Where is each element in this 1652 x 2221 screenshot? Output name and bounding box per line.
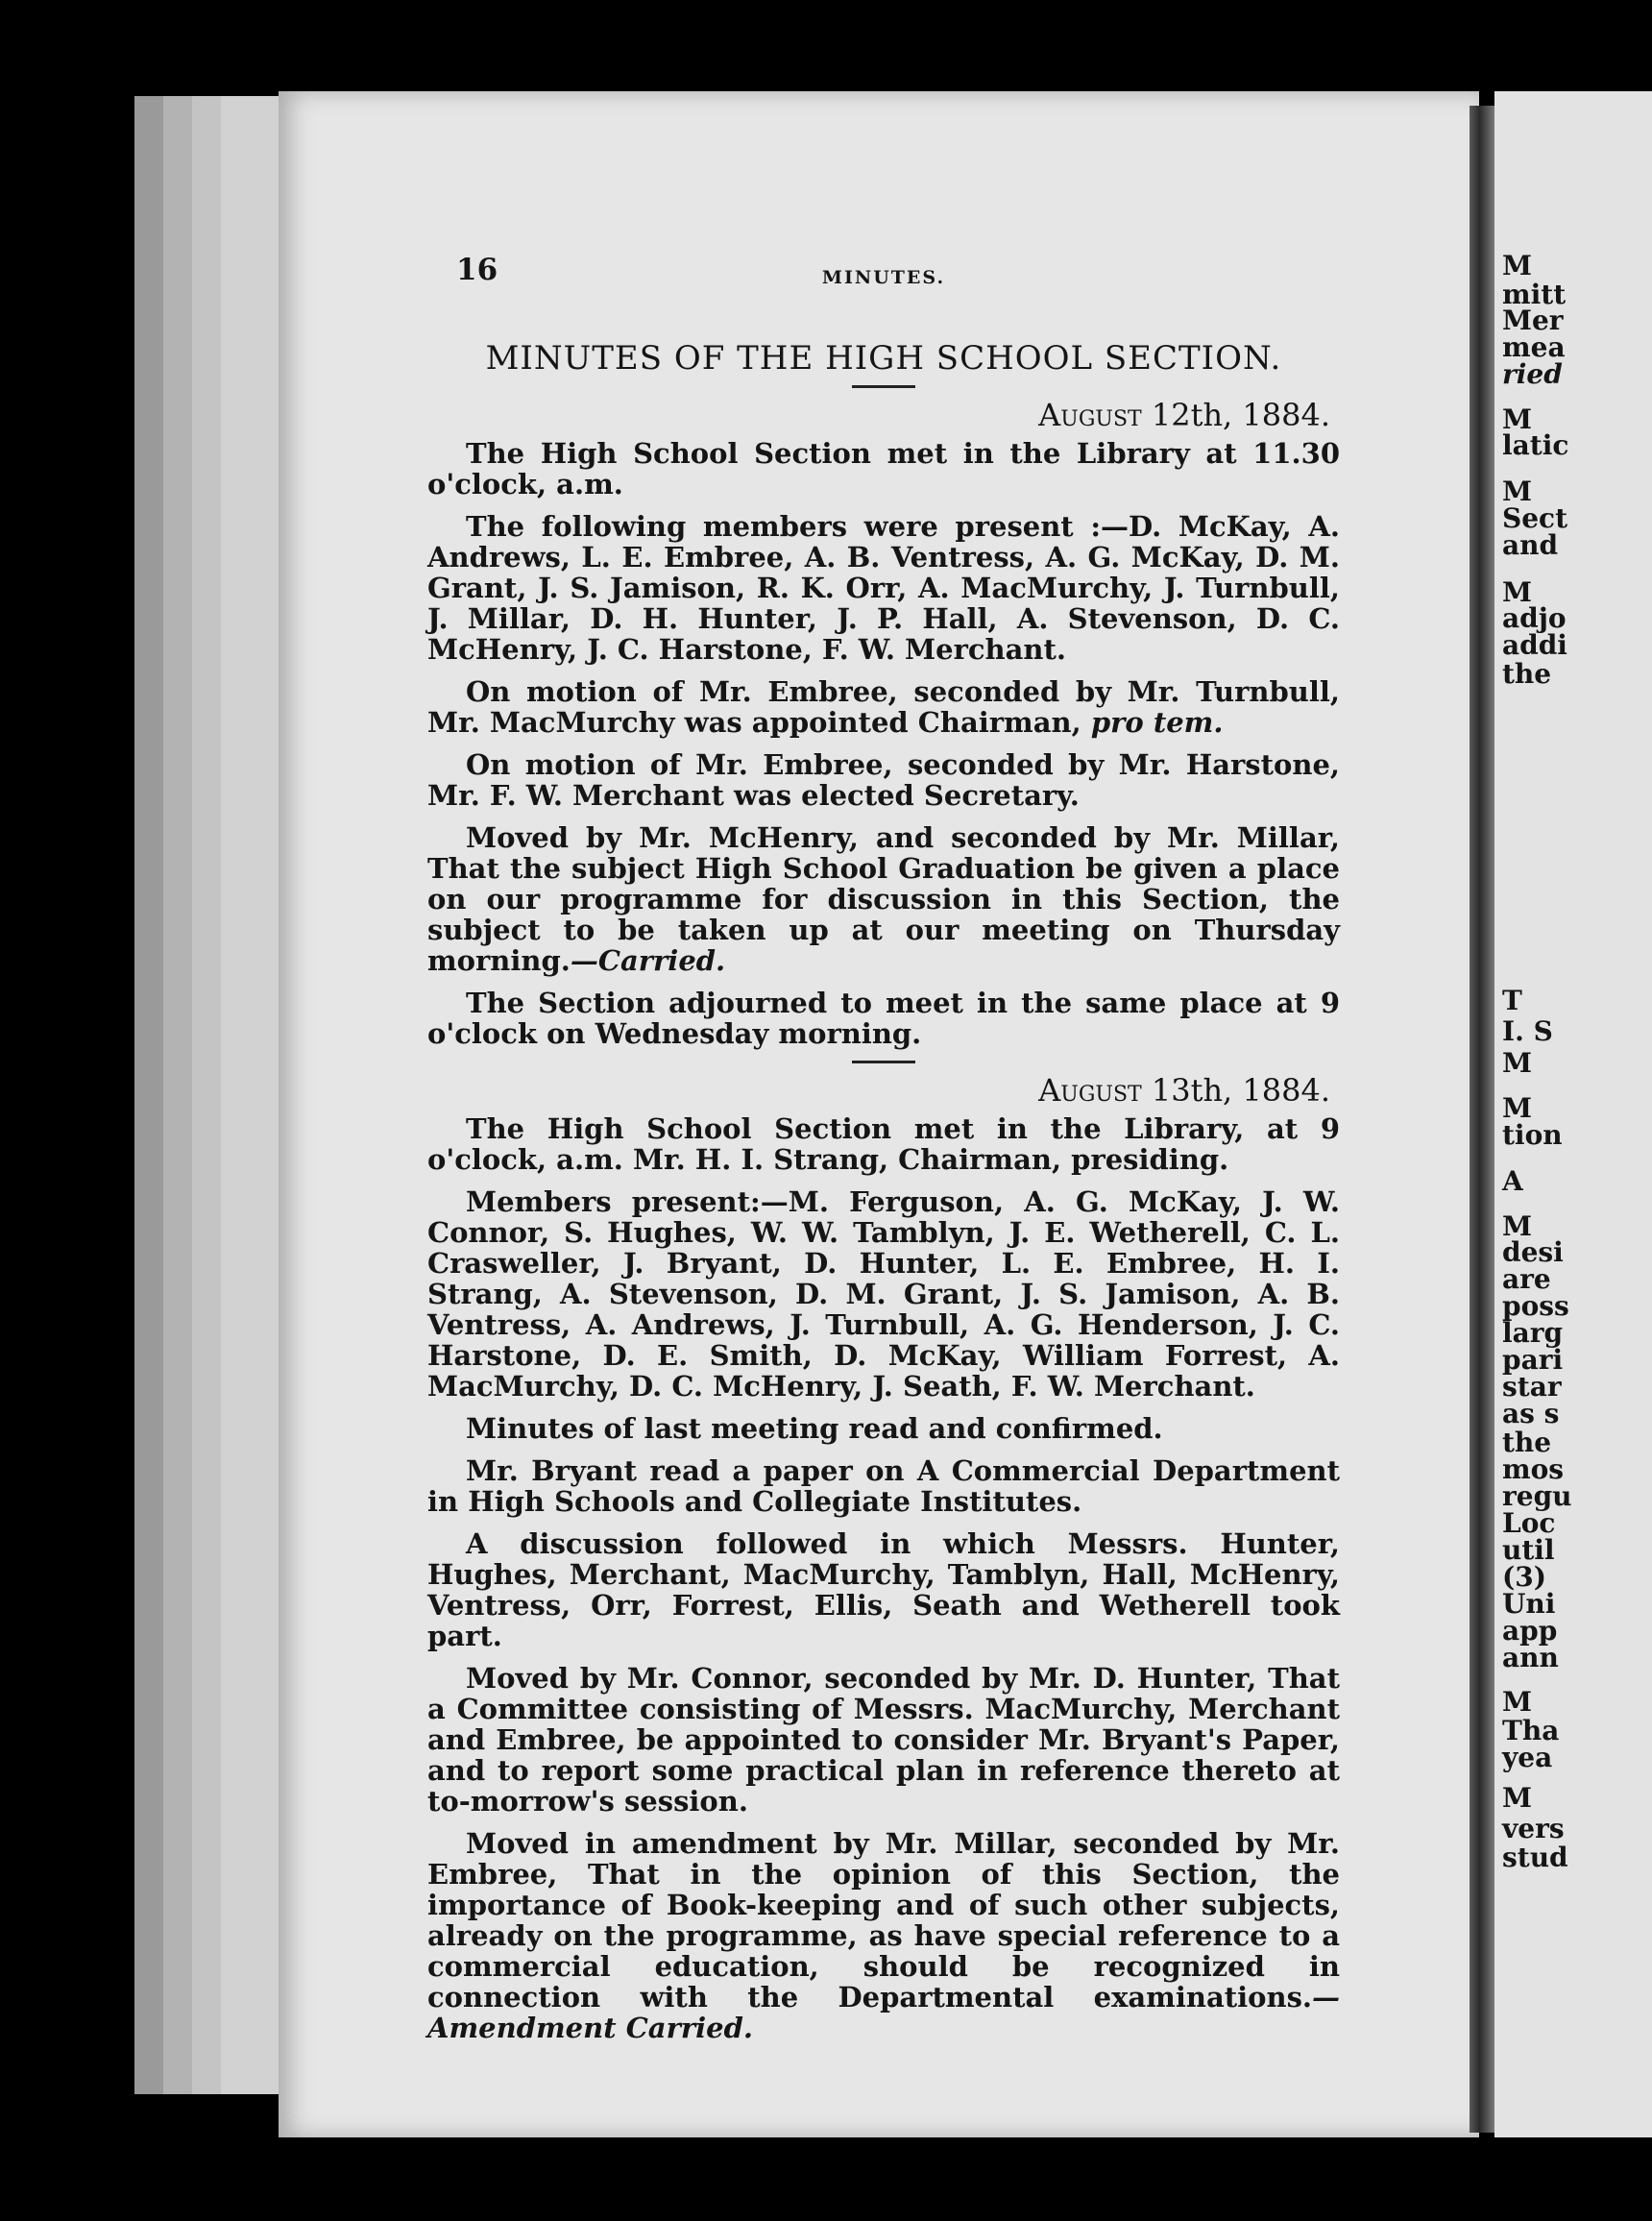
session-divider [852, 1061, 915, 1063]
next-page-fragment: the [1502, 658, 1552, 690]
section-title: MINUTES OF THE HIGH SCHOOL SECTION. [485, 339, 1282, 378]
next-page-fragment: vers [1502, 1813, 1565, 1844]
running-head [427, 255, 1340, 301]
paragraph-text: Moved in amendment by Mr. Millar, seconded by Mr. Embree, That in the opinion of this Section, the importance of Book-keeping and of such other subjects, already on the programme, as have special reference to a commercial education, should be recognized in connection with the Departmental examinations. [427, 1827, 1340, 2014]
next-page-fragment: addi [1502, 629, 1567, 661]
running-title: MINUTES. [821, 267, 946, 288]
next-page-fragment: M [1502, 1686, 1532, 1718]
page-edge [221, 96, 280, 2094]
paragraph: The High School Section met in the Library, at 9 o'clock, a.m. Mr. H. I. Strang, Chairman, presiding. [427, 1112, 1340, 1176]
next-page-fragment: app [1502, 1615, 1558, 1647]
next-page-fragment: pari [1502, 1344, 1564, 1376]
paragraph: The Section adjourned to meet in the same place at 9 o'clock on Wednesday morning. [427, 987, 1340, 1050]
next-page-fragment: desi [1502, 1236, 1564, 1268]
carried-note: —Carried. [570, 944, 726, 977]
next-page-fragment: star [1502, 1371, 1562, 1403]
paragraph: A discussion followed in which Messrs. Hunter, Hughes, Merchant, MacMurchy, Tamblyn, Hall, McHenry, Ventress, Orr, Forrest, Ellis, Seath and Wetherell took part. [427, 1527, 1340, 1652]
next-page-fragment: M [1502, 403, 1532, 435]
next-page-fragment: Loc [1502, 1507, 1556, 1539]
next-page-fragment: are [1502, 1263, 1551, 1295]
paragraph [427, 822, 1340, 976]
paragraph: Minutes of last meeting read and confirmed. [466, 1412, 1163, 1445]
next-page-fragment: as s [1502, 1398, 1560, 1429]
paragraph: Mr. Bryant read a paper on A Commercial Department in High Schools and Collegiate Institutes. [427, 1454, 1340, 1518]
pro-tem: pro tem. [1090, 706, 1224, 739]
next-page-fragment: A [1502, 1165, 1523, 1197]
book-gutter [1470, 106, 1494, 2133]
session-date-2 [427, 1072, 1330, 1109]
next-page-fragment: mea [1502, 331, 1566, 363]
date-month: August [1038, 1072, 1142, 1109]
next-page-fragment: adjo [1502, 602, 1567, 634]
next-page-fragment: M [1502, 1210, 1532, 1242]
next-page-fragment: M [1502, 476, 1532, 507]
next-page-fragment: mitt [1502, 279, 1567, 310]
paragraph [427, 1828, 1340, 2043]
amendment-carried-note: —Amendment Carried. [427, 1981, 1340, 2044]
next-page-fragment: M [1502, 1782, 1532, 1814]
date-day-year: 13th, 1884. [1151, 1072, 1330, 1109]
page-number: 16 [456, 253, 498, 287]
next-page-fragment: and [1502, 529, 1559, 561]
next-page-fragment: the [1502, 1427, 1552, 1458]
next-page-fragment: M [1502, 1047, 1532, 1079]
next-page-fragment: Sect [1502, 502, 1568, 534]
right-page-fragment [1494, 91, 1652, 2137]
paragraph: The High School Section met in the Library at 11.30 o'clock, a.m. [427, 437, 1340, 500]
next-page-fragment: ann [1502, 1642, 1559, 1673]
next-page-fragment: larg [1502, 1317, 1564, 1349]
date-month: August [1038, 397, 1142, 433]
session-date-1 [427, 397, 1330, 433]
stacked-page-edges [134, 96, 288, 2094]
paragraph: The following members were present :—D. McKay, A. Andrews, L. E. Embree, A. B. Ventress, A. G. McKay, D. M. Grant, J. S. Jamison, R. K. Orr, A. MacMurchy, J. Turnbull, J. Millar, D. H. Hunter, J. P. Hall, A. Stevenson, D. C. McHenry, J. C. Harstone, F. W. Merchant. [427, 510, 1340, 666]
paragraph: Members present:—M. Ferguson, A. G. McKay, J. W. Connor, S. Hughes, W. W. Tamblyn, J. E. Wetherell, C. L. Crasweller, J. Bryant, D. Hunter, L. E. Embree, H. I. Strang, A. Stevenson, D. M. Grant, J. S. Jamison, A. B. Ventress, A. Andrews, J. Turnbull, A. G. Henderson, J. C. Harstone, D. E. Smith, D. McKay, William Forrest, A. MacMurchy, D. C. McHenry, J. Seath, F. W. Merchant. [427, 1185, 1340, 1403]
paragraph-text: Moved by Mr. McHenry, and seconded by Mr. Millar, That the subject High School Graduation be given a place on our programme for discussion in this Section, the subject to be taken up at our meeting on Thursday morning. [427, 821, 1340, 977]
next-page-fragment: Tha [1502, 1715, 1560, 1746]
next-page-fragment: poss [1502, 1290, 1569, 1322]
next-page-fragment: stud [1502, 1842, 1568, 1873]
next-page-fragment: ried [1502, 358, 1563, 390]
next-page-fragment: I. S [1502, 1015, 1553, 1047]
next-page-fragment: util [1502, 1534, 1555, 1566]
next-page-fragment: M [1502, 250, 1532, 281]
next-page-fragment: Mer [1502, 305, 1564, 336]
date-day-year: 12th, 1884. [1151, 397, 1330, 433]
next-page-fragment: yea [1502, 1742, 1553, 1773]
paragraph [427, 676, 1340, 738]
next-page-fragment: M [1502, 1092, 1532, 1124]
next-page-fragment: mos [1502, 1453, 1565, 1485]
next-page-fragment: Uni [1502, 1588, 1556, 1620]
next-page-fragment: M [1502, 576, 1532, 608]
paragraph: Moved by Mr. Connor, seconded by Mr. D. Hunter, That a Committee consisting of Messrs. MacMurchy, Merchant and Embree, be appointed to consider Mr. Bryant's Paper, and to report some practical plan in reference thereto at to-morrow's session. [427, 1662, 1340, 1818]
next-page-fragment: latic [1502, 429, 1569, 461]
next-page-fragment: regu [1502, 1480, 1572, 1512]
title-rule [852, 385, 915, 388]
next-page-fragment: T [1502, 985, 1522, 1016]
paragraph: On motion of Mr. Embree, seconded by Mr. Harstone, Mr. F. W. Merchant was elected Secretary. [427, 748, 1340, 812]
next-page-fragment: tion [1502, 1119, 1563, 1151]
paragraph-text: On motion of Mr. Embree, seconded by Mr. Turnbull, Mr. MacMurchy was appointed Chairman, [427, 675, 1340, 739]
next-page-fragment: (3) [1502, 1561, 1546, 1593]
page-content [427, 255, 1340, 2055]
